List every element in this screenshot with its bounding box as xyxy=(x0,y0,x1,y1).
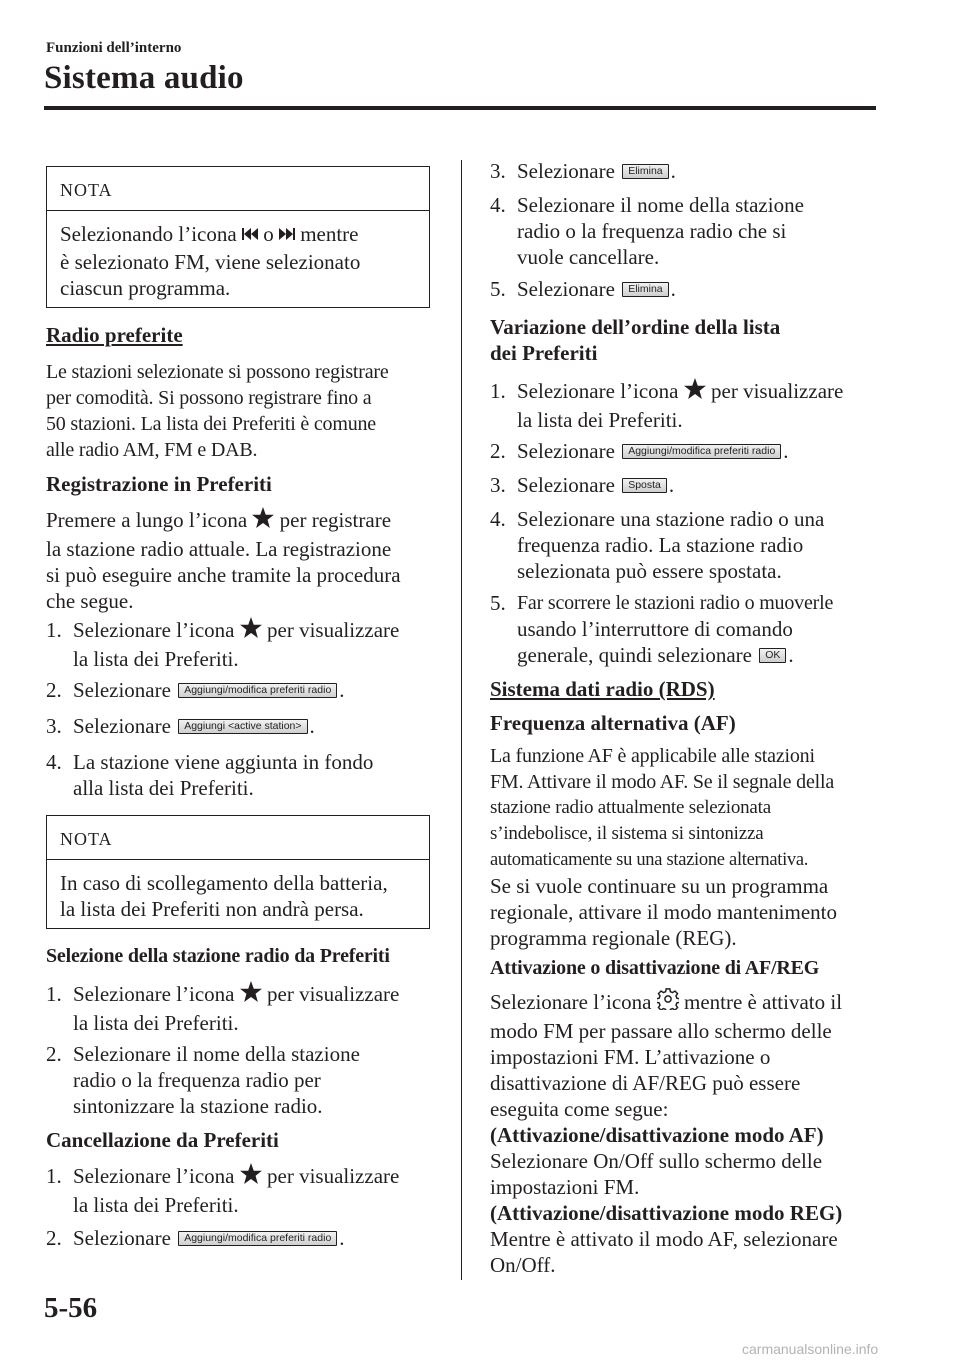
heading-cancellazione: Cancellazione da Preferiti xyxy=(46,1128,279,1152)
paragraph-registrazione xyxy=(46,507,432,614)
step-number: 1. xyxy=(46,1164,62,1188)
list-canc-step-2 xyxy=(46,1225,432,1251)
step-text: usando l’interruttore di comando xyxy=(517,617,793,641)
text-line: mentre è attivato il xyxy=(684,990,843,1014)
step-text: . xyxy=(670,277,676,301)
text-line: Se si vuole continuare su un programma xyxy=(490,874,829,898)
section-label: Funzioni dell’interno xyxy=(46,40,182,56)
text-line: per registrare xyxy=(279,508,392,532)
step-number: 2. xyxy=(46,1226,62,1250)
list-reg-step-2 xyxy=(46,677,432,703)
step-text: Selezionare xyxy=(73,678,171,702)
step-text: per visualizzare xyxy=(267,982,400,1006)
step-number: 2. xyxy=(46,678,62,702)
text-line: Mentre è attivato il modo AF, selezionare xyxy=(490,1227,838,1252)
list-sel-step-2 xyxy=(46,1041,432,1119)
list-canc-step-3 xyxy=(490,158,876,184)
text-line: stazione radio attualmente selezionata xyxy=(490,797,771,818)
star-icon xyxy=(240,617,262,644)
add-edit-favorites-button[interactable]: Aggiungi/modifica preferiti radio xyxy=(178,683,337,698)
step-number: 3. xyxy=(490,159,506,183)
heading-af: Frequenza alternativa (AF) xyxy=(490,711,736,735)
text-line: programma regionale (REG). xyxy=(490,926,737,950)
star-icon xyxy=(240,981,262,1008)
heading-af-reg: Attivazione o disattivazione di AF/REG xyxy=(490,957,820,979)
step-text: radio o la frequenza radio che si xyxy=(517,219,787,243)
note-heading: NOTA xyxy=(47,816,429,860)
step-text: generale, quindi selezionare xyxy=(517,643,752,667)
step-text: radio o la frequenza radio per xyxy=(73,1068,321,1092)
note-text: o xyxy=(263,222,274,246)
text-line: eseguita come segue: xyxy=(490,1097,669,1122)
step-text: selezionata può essere spostata. xyxy=(517,559,782,583)
step-number: 4. xyxy=(46,750,62,774)
text-line: che segue. xyxy=(46,588,134,613)
list-reg-step-1 xyxy=(46,617,432,672)
step-text: frequenza radio. La stazione radio xyxy=(517,533,804,557)
list-order-step-2 xyxy=(490,438,876,464)
heading-line: dei Preferiti xyxy=(490,341,598,365)
paragraph-af-reg xyxy=(490,989,876,1278)
step-text: la lista dei Preferiti. xyxy=(517,407,683,432)
list-canc-step-4 xyxy=(490,192,876,270)
step-text: . xyxy=(783,439,789,463)
step-number: 1. xyxy=(46,618,62,642)
list-sel-step-1 xyxy=(46,981,432,1036)
text-line: Le stazioni selezionate si possono registrare xyxy=(46,361,389,383)
list-order-step-3 xyxy=(490,472,876,498)
step-number: 5. xyxy=(490,277,506,301)
ok-button[interactable]: OK xyxy=(759,648,786,663)
text-line: Premere a lungo l’icona xyxy=(46,508,248,532)
text-line: la stazione radio attuale. La registrazione xyxy=(46,536,392,561)
note-text: In caso di scollegamento della batteria, xyxy=(60,871,388,895)
text-line: Selezionare On/Off sullo schermo delle xyxy=(490,1149,823,1174)
text-line: La funzione AF è applicabile alle stazioni xyxy=(490,745,815,767)
text-line: si può eseguire anche tramite la procedura xyxy=(46,562,401,587)
text-line: impostazioni FM. L’attivazione o xyxy=(490,1045,771,1070)
text-line: s’indebolisce, il sistema si sintonizza xyxy=(490,823,764,844)
heading-radio-preferite: Radio preferite xyxy=(46,323,183,347)
page-number: 5-56 xyxy=(44,1292,98,1324)
step-text: . xyxy=(339,1226,345,1250)
step-text: sintonizzare la stazione radio. xyxy=(73,1094,323,1118)
step-text: Selezionare l’icona xyxy=(73,982,235,1006)
note-body xyxy=(47,860,429,932)
step-text: per visualizzare xyxy=(267,1164,400,1188)
text-line: automaticamente su una stazione alternativa. xyxy=(490,850,809,870)
heading-variazione-ordine xyxy=(490,314,876,366)
step-text: Selezionare il nome della stazione xyxy=(517,193,804,217)
step-number: 5. xyxy=(490,591,506,615)
heading-line: Variazione dell’ordine della lista xyxy=(490,315,781,339)
text-line: (Attivazione/disattivazione modo REG) xyxy=(490,1201,843,1226)
add-active-station-button[interactable]: Aggiungi <active station> xyxy=(178,719,307,734)
add-edit-favorites-button[interactable]: Aggiungi/modifica preferiti radio xyxy=(622,444,781,459)
note-heading: NOTA xyxy=(47,167,429,211)
step-text: Selezionare l’icona xyxy=(517,379,679,403)
heading-selezione: Selezione della stazione radio da Preferiti xyxy=(46,945,390,967)
text-line: per comodità. Si possono registrare fino a xyxy=(46,387,372,409)
list-canc-step-1 xyxy=(46,1163,432,1218)
step-text: . xyxy=(339,678,345,702)
list-order-step-4 xyxy=(490,506,876,584)
text-line: alle radio AM, FM e DAB. xyxy=(46,439,258,461)
step-number: 1. xyxy=(46,982,62,1006)
column-divider xyxy=(461,160,462,1280)
seek-forward-icon xyxy=(279,221,295,247)
seek-back-icon xyxy=(242,221,258,247)
step-text: Selezionare xyxy=(517,159,615,183)
list-order-step-5 xyxy=(490,590,876,668)
heading-registrazione: Registrazione in Preferiti xyxy=(46,472,272,496)
text-line: regionale, attivare il modo mantenimento xyxy=(490,900,837,924)
note-text: la lista dei Preferiti non andrà persa. xyxy=(60,897,364,921)
note-text: mentre xyxy=(300,222,359,246)
star-icon xyxy=(684,378,706,405)
step-text: Selezionare una stazione radio o una xyxy=(517,507,825,531)
step-text: la lista dei Preferiti. xyxy=(73,1010,239,1035)
text-line: modo FM per passare allo schermo delle xyxy=(490,1019,832,1044)
step-text: per visualizzare xyxy=(267,618,400,642)
step-text: Selezionare xyxy=(73,714,171,738)
step-number: 2. xyxy=(46,1042,62,1066)
note-text: Selezionando l’icona xyxy=(60,222,237,246)
text-line: 50 stazioni. La lista dei Preferiti è comune xyxy=(46,413,376,435)
list-reg-step-3 xyxy=(46,713,432,739)
list-order-step-1 xyxy=(490,378,876,433)
watermark: carmanualsonline.info xyxy=(742,1341,879,1357)
text-line: FM. Attivare il modo AF. Se il segnale della xyxy=(490,771,835,793)
step-number: 2. xyxy=(490,439,506,463)
text-line: (Attivazione/disattivazione modo AF) xyxy=(490,1123,824,1148)
step-text: alla lista dei Preferiti. xyxy=(73,776,254,800)
step-text: Selezionare il nome della stazione xyxy=(73,1042,360,1066)
step-text: Selezionare l’icona xyxy=(73,618,235,642)
page-title: Sistema audio xyxy=(44,60,244,96)
note-text: ciascun programma. xyxy=(60,276,231,301)
step-text: per visualizzare xyxy=(711,379,844,403)
text-line: impostazioni FM. xyxy=(490,1175,640,1200)
note-box-1 xyxy=(46,166,430,308)
text-line: On/Off. xyxy=(490,1253,556,1278)
header-rule xyxy=(44,106,876,110)
step-number: 1. xyxy=(490,379,506,403)
step-number: 3. xyxy=(490,473,506,497)
add-edit-favorites-button[interactable]: Aggiungi/modifica preferiti radio xyxy=(178,1231,337,1246)
step-text: . xyxy=(788,643,794,667)
delete-button[interactable]: Elimina xyxy=(622,164,668,179)
move-button[interactable]: Sposta xyxy=(622,478,667,493)
step-text: Selezionare l’icona xyxy=(73,1164,235,1188)
step-text: Selezionare xyxy=(73,1226,171,1250)
note-body xyxy=(47,211,429,311)
paragraph-af xyxy=(490,743,876,951)
delete-button[interactable]: Elimina xyxy=(622,282,668,297)
step-text: la lista dei Preferiti. xyxy=(73,1192,239,1217)
heading-rds: Sistema dati radio (RDS) xyxy=(490,677,715,701)
gear-icon xyxy=(657,988,679,1016)
text-line: disattivazione di AF/REG può essere xyxy=(490,1071,801,1096)
list-reg-step-4 xyxy=(46,749,432,801)
step-text: . xyxy=(670,159,676,183)
step-text: Selezionare xyxy=(517,439,615,463)
note-box-2 xyxy=(46,815,430,929)
step-text: . xyxy=(309,714,315,738)
step-text: Far scorrere le stazioni radio o muoverle xyxy=(517,592,834,614)
step-number: 3. xyxy=(46,714,62,738)
text-line: Selezionare l’icona xyxy=(490,990,652,1014)
step-number: 4. xyxy=(490,507,506,531)
star-icon xyxy=(240,1163,262,1190)
step-text: Selezionare xyxy=(517,277,615,301)
step-number: 4. xyxy=(490,193,506,217)
paragraph-radio-preferite xyxy=(46,359,432,463)
step-text: La stazione viene aggiunta in fondo xyxy=(73,750,374,774)
step-text: vuole cancellare. xyxy=(517,245,660,269)
step-text: la lista dei Preferiti. xyxy=(73,646,239,671)
star-icon xyxy=(252,507,274,534)
note-text: è selezionato FM, viene selezionato xyxy=(60,250,361,275)
list-canc-step-5 xyxy=(490,276,876,302)
step-text: Selezionare xyxy=(517,473,615,497)
step-text: . xyxy=(668,473,675,497)
